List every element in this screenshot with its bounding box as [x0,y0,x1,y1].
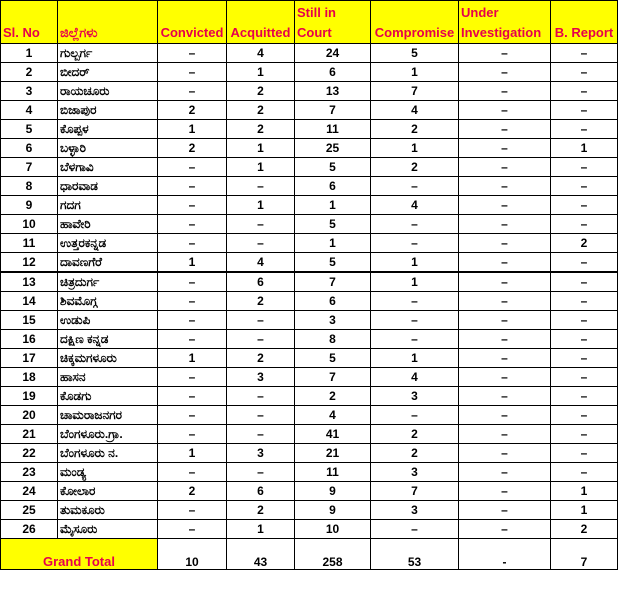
cell-acquitted: 2 [227,101,295,120]
cell-sl-no: 13 [1,272,58,292]
cell-under-investigation: – [459,501,551,520]
total-acquitted: 43 [227,539,295,570]
header-convicted: Convicted [158,1,227,44]
cell-district: ಕೊಪ್ಪಳ [58,120,158,139]
cell-district: ಉತ್ತರಕನ್ನಡ [58,234,158,253]
cell-under-investigation: – [459,349,551,368]
total-still-in-court: 258 [295,539,371,570]
cell-acquitted: 1 [227,158,295,177]
cell-compromise: – [371,177,459,196]
header-district: ಜಿಲ್ಲೆಗಳು [58,1,158,44]
cell-sl-no: 10 [1,215,58,234]
cell-convicted: – [158,501,227,520]
cell-compromise: 4 [371,368,459,387]
cell-district: ಚಿಕ್ಕಮಗಳೂರು [58,349,158,368]
cell-under-investigation: – [459,482,551,501]
cell-under-investigation: – [459,63,551,82]
cell-sl-no: 19 [1,387,58,406]
table-row [1,463,618,482]
table-row [1,482,618,501]
cell-still-in-court: 41 [295,425,371,444]
cell-acquitted: 1 [227,63,295,82]
cell-compromise: 1 [371,272,459,292]
cell-under-investigation: – [459,215,551,234]
cell-convicted: – [158,177,227,196]
cell-still-in-court: 13 [295,82,371,101]
cell-compromise: 3 [371,501,459,520]
cell-still-in-court: 7 [295,101,371,120]
cell-district: ತುಮಕೂರು [58,501,158,520]
header-acquitted: Acquitted [227,1,295,44]
cell-district: ಚಾಮರಾಜನಗರ [58,406,158,425]
cell-district: ರಾಯಚೂರು [58,82,158,101]
cell-district: ಕೋಲಾರ [58,482,158,501]
cell-compromise: 7 [371,482,459,501]
cell-compromise: 2 [371,120,459,139]
cell-convicted: – [158,44,227,63]
cell-acquitted: – [227,311,295,330]
cell-district: ಮಂಡ್ಯ [58,463,158,482]
header-row [1,1,618,44]
cell-convicted: 2 [158,101,227,120]
total-under-investigation: - [459,539,551,570]
cell-district: ಕೊಡಗು [58,387,158,406]
cell-district: ದಕ್ಷಿಣ ಕನ್ನಡ [58,330,158,349]
cell-compromise: 4 [371,196,459,215]
cell-under-investigation: – [459,101,551,120]
cell-sl-no: 25 [1,501,58,520]
cell-still-in-court: 5 [295,158,371,177]
cell-compromise: 1 [371,349,459,368]
header-compromise: Compromise [371,1,459,44]
cell-still-in-court: 10 [295,520,371,539]
cell-b-report: 2 [551,520,618,539]
cell-compromise: 4 [371,101,459,120]
cell-under-investigation: – [459,82,551,101]
cell-convicted: – [158,425,227,444]
cell-acquitted: 4 [227,253,295,273]
cell-b-report: – [551,349,618,368]
header-still-in-court: Still in Court [295,1,371,44]
cell-convicted: – [158,196,227,215]
cell-sl-no: 6 [1,139,58,158]
cell-convicted: 2 [158,482,227,501]
cell-compromise: 2 [371,425,459,444]
cell-under-investigation: – [459,253,551,273]
cell-district: ಗದಗ [58,196,158,215]
cell-sl-no: 14 [1,292,58,311]
cell-sl-no: 18 [1,368,58,387]
cell-compromise: – [371,234,459,253]
cell-sl-no: 17 [1,349,58,368]
cell-sl-no: 22 [1,444,58,463]
table-row [1,63,618,82]
cell-district: ದಾವಣಗೆರೆ [58,253,158,273]
cell-b-report: – [551,292,618,311]
cell-b-report: – [551,44,618,63]
cell-still-in-court: 21 [295,444,371,463]
cell-still-in-court: 5 [295,253,371,273]
cell-still-in-court: 1 [295,234,371,253]
cell-sl-no: 4 [1,101,58,120]
cell-acquitted: – [227,425,295,444]
table-row [1,349,618,368]
cell-sl-no: 7 [1,158,58,177]
table-row [1,120,618,139]
cell-acquitted: 6 [227,482,295,501]
cell-compromise: 2 [371,158,459,177]
table-row [1,520,618,539]
cell-b-report: – [551,215,618,234]
cell-acquitted: 3 [227,368,295,387]
cell-b-report: – [551,272,618,292]
cell-b-report: – [551,82,618,101]
table-row [1,406,618,425]
cell-district: ಗುಲ್ಬರ್ಗ [58,44,158,63]
cell-compromise: – [371,520,459,539]
cell-still-in-court: 5 [295,215,371,234]
cell-compromise: 7 [371,82,459,101]
cell-under-investigation: – [459,292,551,311]
cell-acquitted: 2 [227,349,295,368]
cell-acquitted: 3 [227,444,295,463]
cell-b-report: 1 [551,482,618,501]
header-b-report: B. Report [551,1,618,44]
cell-district: ಹಾವೇರಿ [58,215,158,234]
cell-acquitted: 6 [227,272,295,292]
table-row [1,292,618,311]
cell-still-in-court: 6 [295,177,371,196]
cell-convicted: – [158,63,227,82]
cell-acquitted: 1 [227,196,295,215]
cell-still-in-court: 8 [295,330,371,349]
grand-total-row [1,539,618,570]
cell-district: ಬಳ್ಳಾರಿ [58,139,158,158]
cell-b-report: – [551,406,618,425]
cell-sl-no: 2 [1,63,58,82]
table-row [1,234,618,253]
cell-under-investigation: – [459,44,551,63]
cell-compromise: 1 [371,139,459,158]
table-row [1,196,618,215]
cell-b-report: – [551,101,618,120]
cell-under-investigation: – [459,234,551,253]
cell-still-in-court: 2 [295,387,371,406]
cell-acquitted: – [227,406,295,425]
cell-acquitted: 2 [227,501,295,520]
cell-acquitted: 2 [227,82,295,101]
total-convicted: 10 [158,539,227,570]
cell-district: ಮೈಸೂರು [58,520,158,539]
table-row [1,158,618,177]
cell-under-investigation: – [459,425,551,444]
cell-under-investigation: – [459,196,551,215]
cell-b-report: – [551,330,618,349]
cell-still-in-court: 4 [295,406,371,425]
cell-convicted: – [158,463,227,482]
cell-still-in-court: 9 [295,482,371,501]
cell-b-report: – [551,311,618,330]
cell-sl-no: 8 [1,177,58,196]
table-row [1,177,618,196]
cell-under-investigation: – [459,368,551,387]
cell-still-in-court: 7 [295,272,371,292]
cell-sl-no: 1 [1,44,58,63]
cell-sl-no: 26 [1,520,58,539]
cell-compromise: 5 [371,44,459,63]
cell-acquitted: 1 [227,139,295,158]
cell-compromise: 1 [371,253,459,273]
cell-convicted: – [158,82,227,101]
cell-b-report: – [551,425,618,444]
cell-compromise: – [371,311,459,330]
cell-sl-no: 3 [1,82,58,101]
table-row [1,368,618,387]
cell-district: ಹಾಸನ [58,368,158,387]
cell-compromise: 3 [371,463,459,482]
cell-district: ಧಾರವಾಡ [58,177,158,196]
cell-district: ಉಡುಪಿ [58,311,158,330]
cell-compromise: 3 [371,387,459,406]
cell-compromise: – [371,406,459,425]
table-row [1,311,618,330]
total-b-report: 7 [551,539,618,570]
cell-still-in-court: 24 [295,44,371,63]
cell-convicted: 1 [158,120,227,139]
grand-total-label: Grand Total [1,539,158,570]
cell-still-in-court: 5 [295,349,371,368]
cell-under-investigation: – [459,444,551,463]
cell-sl-no: 20 [1,406,58,425]
cell-under-investigation: – [459,272,551,292]
cell-convicted: 1 [158,253,227,273]
table-row [1,139,618,158]
cell-convicted: 1 [158,349,227,368]
cell-compromise: – [371,215,459,234]
cell-convicted: – [158,158,227,177]
cell-still-in-court: 9 [295,501,371,520]
cell-b-report: – [551,387,618,406]
cell-convicted: – [158,272,227,292]
cell-under-investigation: – [459,311,551,330]
cell-acquitted: – [227,177,295,196]
cell-under-investigation: – [459,177,551,196]
cell-sl-no: 15 [1,311,58,330]
cell-convicted: – [158,520,227,539]
cell-b-report: – [551,63,618,82]
cell-under-investigation: – [459,463,551,482]
cell-sl-no: 9 [1,196,58,215]
cell-sl-no: 24 [1,482,58,501]
cell-under-investigation: – [459,120,551,139]
cell-b-report: – [551,368,618,387]
cell-b-report: – [551,253,618,273]
cell-convicted: – [158,215,227,234]
cell-convicted: – [158,406,227,425]
cell-under-investigation: – [459,387,551,406]
cell-under-investigation: – [459,158,551,177]
table-row [1,44,618,63]
cell-district: ಚಿತ್ರದುರ್ಗ [58,272,158,292]
cell-still-in-court: 1 [295,196,371,215]
cell-acquitted: – [227,463,295,482]
table-row [1,82,618,101]
cell-convicted: – [158,387,227,406]
cell-b-report: – [551,196,618,215]
table-row [1,425,618,444]
cell-district: ಬೆಂಗಳೂರು ನ. [58,444,158,463]
cell-compromise: – [371,330,459,349]
cell-acquitted: – [227,234,295,253]
table-row [1,444,618,463]
cell-acquitted: – [227,215,295,234]
cell-b-report: – [551,120,618,139]
header-sl-no: Sl. No [1,1,58,44]
cell-sl-no: 16 [1,330,58,349]
cell-convicted: 1 [158,444,227,463]
cell-convicted: – [158,311,227,330]
cell-compromise: 2 [371,444,459,463]
cell-under-investigation: – [459,520,551,539]
cell-under-investigation: – [459,139,551,158]
cell-acquitted: 2 [227,292,295,311]
cell-still-in-court: 7 [295,368,371,387]
table-row [1,272,618,292]
table-row [1,387,618,406]
cell-district: ಬೀದರ್ [58,63,158,82]
table-row [1,501,618,520]
cell-convicted: – [158,234,227,253]
cell-compromise: 1 [371,63,459,82]
cell-district: ಶಿವಮೊಗ್ಗ [58,292,158,311]
cell-acquitted: 4 [227,44,295,63]
table-row [1,215,618,234]
cell-b-report: 1 [551,501,618,520]
cell-sl-no: 12 [1,253,58,273]
table-row [1,253,618,273]
cell-b-report: – [551,158,618,177]
cell-still-in-court: 3 [295,311,371,330]
table-body [1,44,618,539]
cell-district: ಬಿಜಾಪುರ [58,101,158,120]
cell-district: ಬೆಳಗಾವಿ [58,158,158,177]
table-row [1,330,618,349]
cell-still-in-court: 6 [295,63,371,82]
cell-sl-no: 5 [1,120,58,139]
cell-under-investigation: – [459,330,551,349]
cell-acquitted: – [227,330,295,349]
cell-acquitted: 2 [227,120,295,139]
cell-still-in-court: 25 [295,139,371,158]
cell-b-report: 1 [551,139,618,158]
cell-b-report: – [551,177,618,196]
total-compromise: 53 [371,539,459,570]
cell-b-report: – [551,444,618,463]
cell-b-report: – [551,463,618,482]
cell-compromise: – [371,292,459,311]
cell-convicted: – [158,292,227,311]
cell-district: ಬೆಂಗಳೂರು.ಗ್ರಾ. [58,425,158,444]
table-row [1,101,618,120]
cell-under-investigation: – [459,406,551,425]
cell-still-in-court: 11 [295,463,371,482]
cell-convicted: 2 [158,139,227,158]
header-under-investigation: Under Investigation [459,1,551,44]
cell-still-in-court: 6 [295,292,371,311]
cell-b-report: 2 [551,234,618,253]
cell-acquitted: 1 [227,520,295,539]
cell-sl-no: 21 [1,425,58,444]
cell-sl-no: 11 [1,234,58,253]
cell-acquitted: – [227,387,295,406]
cell-convicted: – [158,368,227,387]
cell-still-in-court: 11 [295,120,371,139]
cell-convicted: – [158,330,227,349]
cell-sl-no: 23 [1,463,58,482]
